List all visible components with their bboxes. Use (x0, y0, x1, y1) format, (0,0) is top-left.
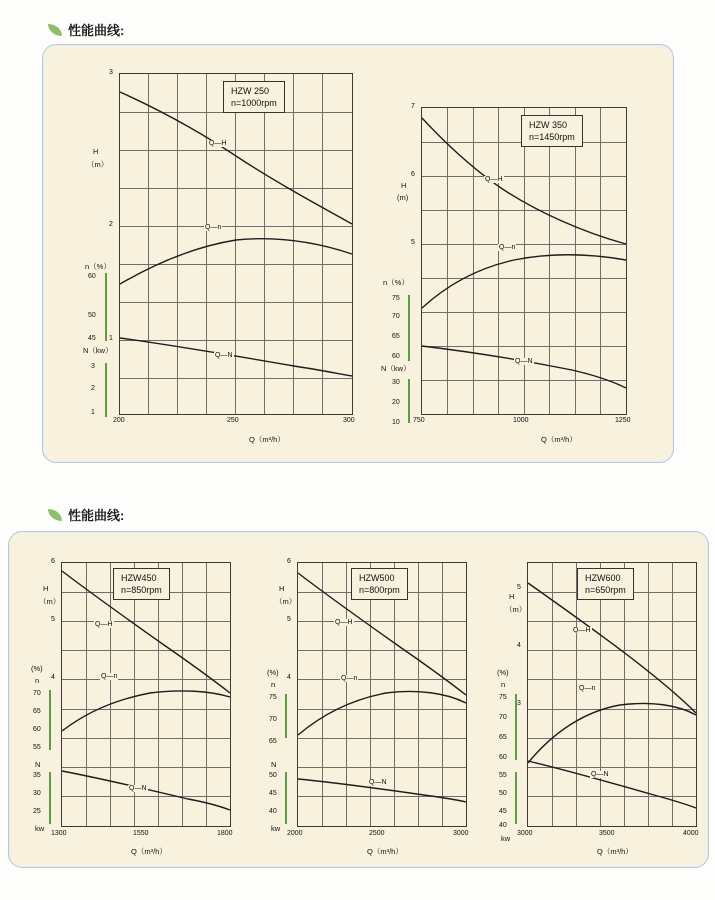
chart-hzw600 (479, 532, 708, 867)
ytick-n-60: 60 (499, 754, 507, 761)
ytick-h-4: 4 (51, 674, 55, 681)
axis-line-n (105, 273, 107, 341)
axis-label-h: H (43, 584, 49, 593)
ytick-n-70: 70 (33, 690, 41, 697)
axis-label-nn: N (35, 760, 41, 769)
ytick-h-5: 5 (411, 239, 415, 246)
axis-unit-n: (%) (31, 664, 43, 673)
section-title-1 (48, 20, 124, 39)
chart-subtitle: n=1000rpm (231, 98, 277, 108)
ytick-h-3: 3 (109, 69, 113, 76)
axis-unit-nn: kw (271, 824, 281, 833)
ytick-h-5: 5 (51, 616, 55, 623)
ytick-n-60: 60 (33, 726, 41, 733)
leaf-icon (48, 509, 62, 521)
axis-line-nn (408, 379, 410, 423)
chart-title-box (521, 115, 583, 147)
ytick-h-6: 6 (51, 558, 55, 565)
curve-lines (528, 563, 696, 826)
xtick-200: 200 (113, 417, 125, 424)
axis-label-n: n (35, 676, 40, 685)
curve-lines (422, 108, 626, 414)
curve-label-qnn: Q—N (515, 358, 533, 365)
curve-label-qh: Q—H (335, 619, 353, 626)
plot-area (297, 562, 467, 827)
ytick-h-5: 5 (287, 616, 291, 623)
axis-label-n: n（%） (383, 278, 409, 287)
section-title-2 (48, 505, 124, 524)
plot-area (527, 562, 697, 827)
xtick-2000: 2000 (287, 830, 303, 837)
ytick-nn-2: 2 (91, 385, 95, 392)
curve-label-qn: Q—n (101, 673, 118, 680)
xtick-3000: 3000 (517, 830, 533, 837)
ytick-n-45: 45 (88, 335, 96, 342)
axis-unit-h: （m） (87, 160, 109, 169)
curve-label-qh: Q—H (485, 176, 503, 183)
xtick-1250: 1250 (615, 417, 631, 424)
ytick-h-4: 4 (517, 642, 521, 649)
plot-area (61, 562, 231, 827)
ytick-n-75: 75 (499, 694, 507, 701)
ytick-h-1: 1 (109, 335, 113, 342)
axis-line-n (285, 694, 287, 738)
xtick-2500: 2500 (369, 830, 385, 837)
ytick-h-2: 2 (109, 221, 113, 228)
curve-label-qnn: Q—N (369, 779, 387, 786)
xaxis-label: Q（m³/h） (249, 435, 285, 444)
axis-label-nn: N（kw） (83, 346, 113, 355)
ytick-h-3: 3 (517, 700, 521, 707)
chart-title: HZW450 (121, 573, 157, 583)
ytick-nn-45: 45 (499, 808, 507, 815)
axis-label-n: n (271, 680, 276, 689)
curve-label-qnn: Q—N (591, 771, 609, 778)
axis-unit-nn: kw (35, 824, 45, 833)
xaxis-label: Q（m³/h） (597, 847, 633, 856)
xtick-1000: 1000 (513, 417, 529, 424)
ytick-n-70: 70 (269, 716, 277, 723)
axis-unit-h: （m） (505, 605, 527, 614)
axis-line-nn (105, 363, 107, 417)
performance-curve-panel-2 (8, 531, 709, 868)
ytick-n-75: 75 (269, 694, 277, 701)
ytick-n-60: 60 (392, 353, 400, 360)
axis-label-nn: N (271, 760, 277, 769)
ytick-nn-40: 40 (269, 808, 277, 815)
ytick-nn-30: 30 (33, 790, 41, 797)
chart-title: HZW600 (585, 573, 621, 583)
curve-label-qn: Q—n (499, 244, 516, 251)
ytick-nn-25: 25 (33, 808, 41, 815)
chart-hzw500 (249, 532, 479, 867)
xtick-1550: 1550 (133, 830, 149, 837)
axis-label-h: H (401, 181, 407, 190)
chart-hzw350 (373, 45, 673, 462)
section-title-text: 性能曲线: (68, 508, 125, 523)
axis-label-n: n (501, 680, 506, 689)
chart-hzw250 (43, 45, 373, 462)
axis-line-nn (49, 772, 51, 824)
xaxis-label: Q（m³/h） (541, 435, 577, 444)
xaxis-label: Q（m³/h） (367, 847, 403, 856)
ytick-nn-55: 55 (499, 772, 507, 779)
ytick-nn-3: 3 (91, 363, 95, 370)
chart-title: HZW500 (359, 573, 395, 583)
axis-line-n (408, 295, 410, 361)
curve-label-qn: Q—n (579, 685, 596, 692)
axis-unit-n: (%) (497, 668, 509, 677)
ytick-n-70: 70 (499, 714, 507, 721)
curve-label-qh: Q—H (573, 627, 591, 634)
section-title-text: 性能曲线: (68, 23, 125, 38)
ytick-n-50: 50 (88, 312, 96, 319)
xtick-750: 750 (413, 417, 425, 424)
ytick-h-6: 6 (287, 558, 291, 565)
ytick-n-65: 65 (33, 708, 41, 715)
chart-title-box (113, 568, 170, 600)
axis-unit-n: (%) (267, 668, 279, 677)
ytick-n-65: 65 (499, 734, 507, 741)
ytick-n-55: 55 (33, 744, 41, 751)
curve-lines (298, 563, 466, 826)
plot-area (421, 107, 627, 415)
chart-title-box (577, 568, 634, 600)
curve-label-qh: Q—H (209, 140, 227, 147)
ytick-nn-35: 35 (33, 772, 41, 779)
chart-subtitle: n=850rpm (121, 585, 162, 595)
xtick-1800: 1800 (217, 830, 233, 837)
ytick-n-70: 70 (392, 313, 400, 320)
axis-label-h: H (93, 147, 99, 156)
chart-title-box (223, 81, 285, 113)
ytick-nn-40: 40 (499, 822, 507, 829)
plot-area (119, 73, 353, 415)
axis-label-h: H (279, 584, 285, 593)
ytick-nn-30: 30 (392, 379, 400, 386)
ytick-nn-50: 50 (499, 790, 507, 797)
ytick-nn-45: 45 (269, 790, 277, 797)
axis-line-n (515, 694, 517, 760)
chart-title-box (351, 568, 408, 600)
axis-line-n (49, 690, 51, 750)
curve-label-qnn: Q—N (215, 352, 233, 359)
xtick-3000: 3000 (453, 830, 469, 837)
ytick-n-75: 75 (392, 295, 400, 302)
axis-label-h: H (509, 592, 515, 601)
axis-label-n: n（%） (85, 262, 111, 271)
curve-lines (120, 74, 352, 414)
curve-label-qh: Q—H (95, 621, 113, 628)
axis-unit-h: （m） (275, 597, 297, 606)
ytick-h-7: 7 (411, 103, 415, 110)
chart-title: HZW 350 (529, 120, 568, 130)
axis-line-nn (285, 772, 287, 824)
performance-curve-panel-1 (42, 44, 674, 463)
chart-subtitle: n=800rpm (359, 585, 400, 595)
axis-unit-h: (m) (397, 193, 409, 202)
chart-hzw450 (9, 532, 249, 867)
ytick-n-60: 60 (88, 273, 96, 280)
ytick-h-4: 4 (287, 674, 291, 681)
ytick-h-5: 5 (517, 584, 521, 591)
ytick-h-6: 6 (411, 171, 415, 178)
ytick-nn-20: 20 (392, 399, 400, 406)
ytick-nn-50: 50 (269, 772, 277, 779)
ytick-nn-10: 10 (392, 419, 400, 426)
xtick-300: 300 (343, 417, 355, 424)
curve-label-qnn: Q—N (129, 785, 147, 792)
leaf-icon (48, 24, 62, 36)
xtick-250: 250 (227, 417, 239, 424)
ytick-n-65: 65 (269, 738, 277, 745)
xaxis-label: Q（m³/h） (131, 847, 167, 856)
axis-line-nn (515, 772, 517, 824)
xtick-4000: 4000 (683, 830, 699, 837)
chart-title: HZW 250 (231, 86, 270, 96)
curve-label-qn: Q—n (205, 224, 222, 231)
xtick-3500: 3500 (599, 830, 615, 837)
axis-unit-nn: kw (501, 834, 511, 843)
ytick-nn-1: 1 (91, 409, 95, 416)
xtick-1300: 1300 (51, 830, 67, 837)
curve-label-qn: Q—n (341, 675, 358, 682)
axis-label-nn: N（kw） (381, 364, 411, 373)
ytick-n-65: 65 (392, 333, 400, 340)
axis-unit-h: （m） (39, 597, 61, 606)
chart-subtitle: n=1450rpm (529, 132, 575, 142)
chart-subtitle: n=650rpm (585, 585, 626, 595)
